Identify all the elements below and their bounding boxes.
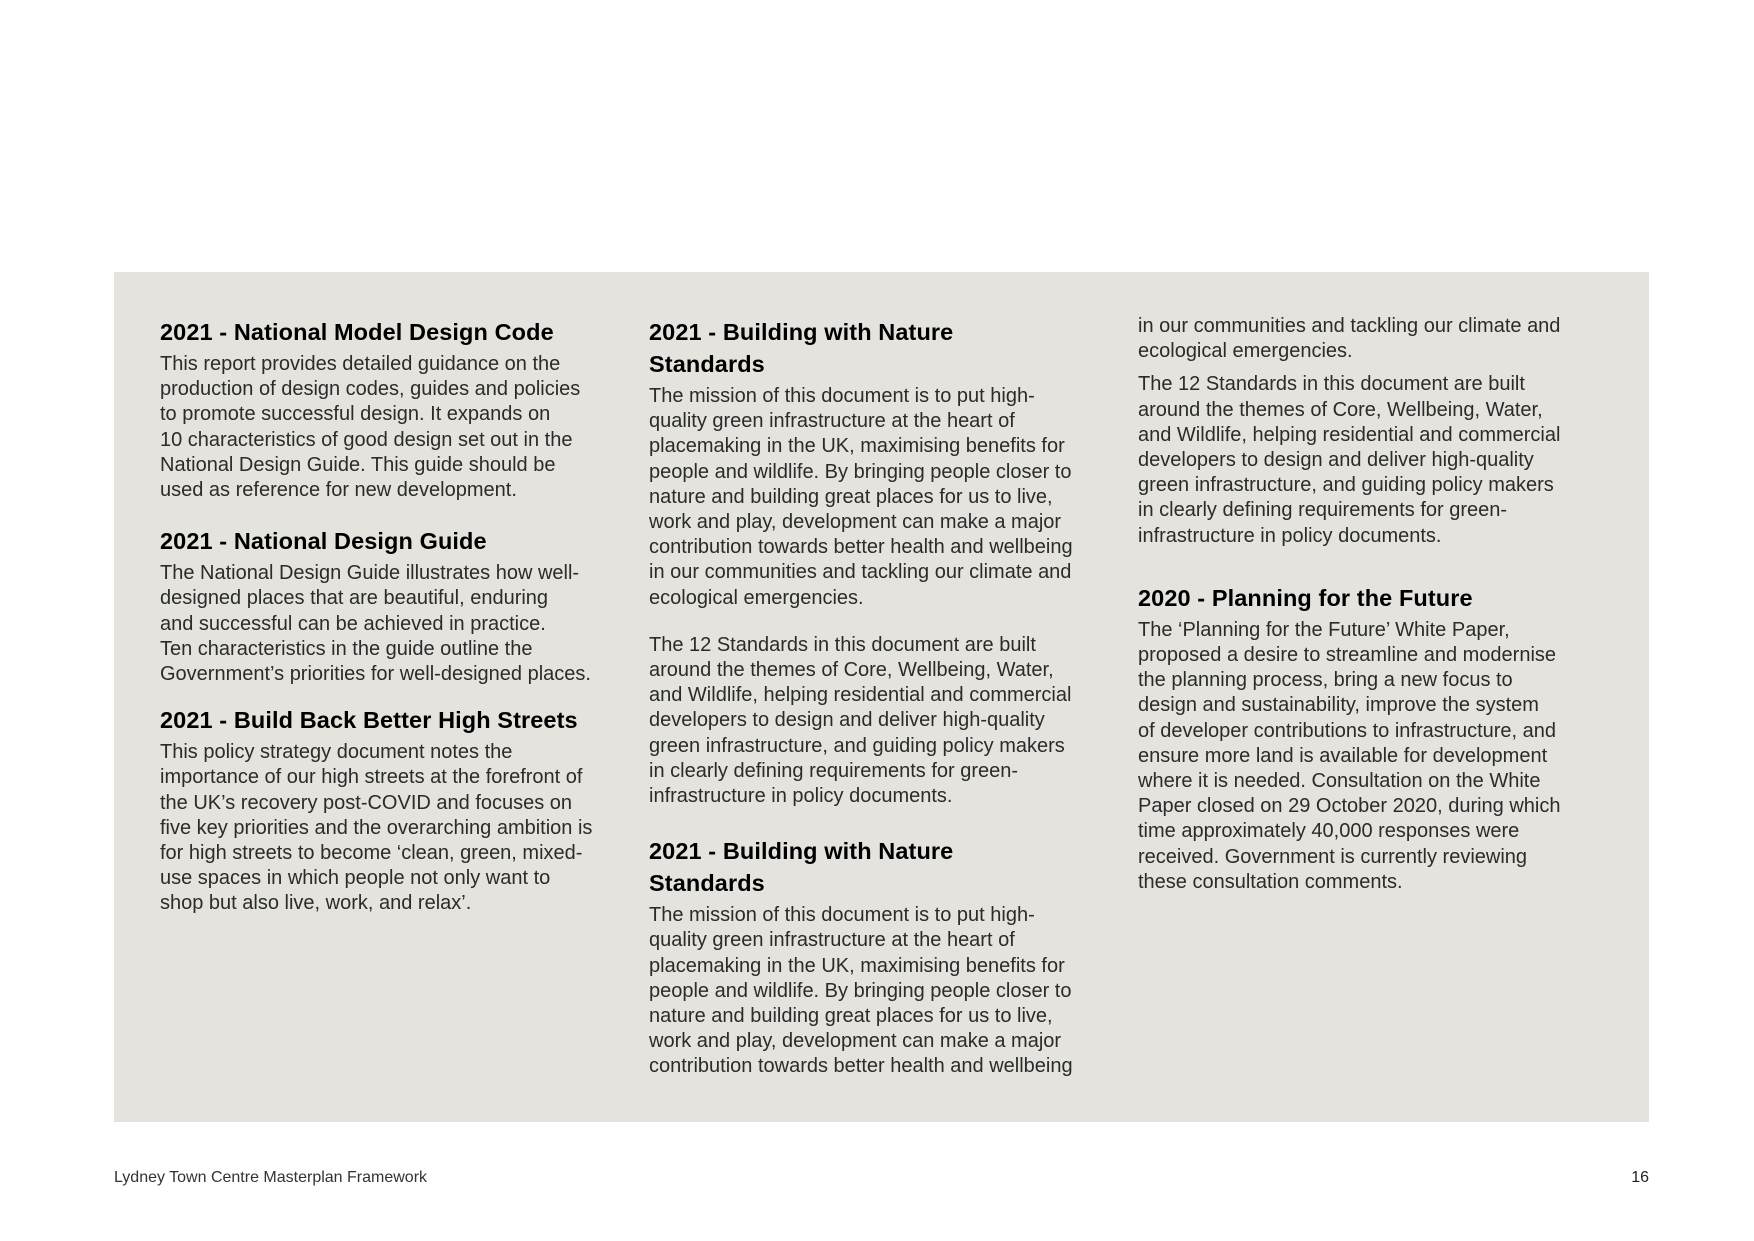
column-middle (649, 316, 1119, 1080)
section-body-building-with-nature-1-mission: The mission of this document is to put high- quality green infrastructure at the heart of placemaking in the UK, maximising benefits for people and wildlife. By bringing people closer to nature and building great places for us to live, work and play, development can make a major contribution towards better health and wellbeing in our communities and tackling our climate and ecological emergencies. (649, 385, 1073, 609)
section-heading-building-with-nature-1: 2021 - Building with Nature Standards (649, 319, 954, 377)
section-heading-build-back-better: 2021 - Build Back Better High Streets (160, 707, 578, 734)
section-heading-planning-for-the-future: 2020 - Planning for the Future (1138, 584, 1473, 611)
section-body-national-model-design-code: This report provides detailed guidance on the production of design codes, guides and policies to promote successful design. It expands on 10 characteristics of good design set out in the National Design Guide. This guide should be used as reference for new development. (160, 353, 581, 502)
section-heading-national-design-guide: 2021 - National Design Guide (160, 528, 487, 555)
section-body-building-with-nature-2-mission-continued: in our communities and tackling our climate and ecological emergencies. (1138, 315, 1561, 363)
section-body-building-with-nature-1-standards: The 12 Standards in this document are built around the themes of Core, Wellbeing, Water, and Wildlife, helping residential and commercial developers to design and deliver high-quality green infrastructure, and guiding policy makers in clearly defining requirements for green- infrastructure in policy documents. (649, 633, 1072, 808)
section-body-planning-for-the-future: The ‘Planning for the Future’ White Paper, proposed a desire to streamline and modernise the planning process, bring a new focus to design and sustainability, improve the system of developer contributions to infrastructure, and ensure more land is available for development where it is needed. Consultation on the White Paper closed on 29 October 2020, during which time approximately 40,000 responses were received. Government is currently reviewing these consultation comments. (1138, 618, 1561, 893)
section-body-building-with-nature-2-mission: The mission of this document is to put high- quality green infrastructure at the heart of placemaking in the UK, maximising benefits for people and wildlife. By bringing people closer to nature and building great places for us to live, work and play, development can make a major contribution towards better health and wellbeing (649, 904, 1073, 1078)
section-heading-national-model-design-code: 2021 - National Model Design Code (160, 319, 554, 345)
section-heading-building-with-nature-2: 2021 - Building with Nature Standards (649, 838, 954, 897)
column-right (1138, 314, 1608, 895)
section-body-build-back-better: This policy strategy document notes the importance of our high streets at the forefront of the UK’s recovery post-COVID and focuses on five key priorities and the overarching ambition is for high streets to become ‘clean, green, mixed- use spaces in which people not only want to shop but also live, work, and relax’. (160, 741, 593, 915)
page-number: 16 (1631, 1169, 1649, 1186)
section-body-building-with-nature-2-standards: The 12 Standards in this document are built around the themes of Core, Wellbeing, Water, and Wildlife, helping residential and commercial developers to design and deliver high-quality green infrastructure, and guiding policy makers in clearly defining requirements for green- infrastructure in policy documents. (1138, 373, 1561, 547)
section-body-national-design-guide: The National Design Guide illustrates how well- designed places that are beautiful, enduring and successful can be achieved in practice. Ten characteristics in the guide outline the Government’s priorities for well-designed places. (160, 562, 591, 686)
footer-document-title: Lydney Town Centre Masterplan Framework (114, 1169, 428, 1186)
column-left (160, 316, 630, 917)
content-panel (114, 272, 1649, 1122)
